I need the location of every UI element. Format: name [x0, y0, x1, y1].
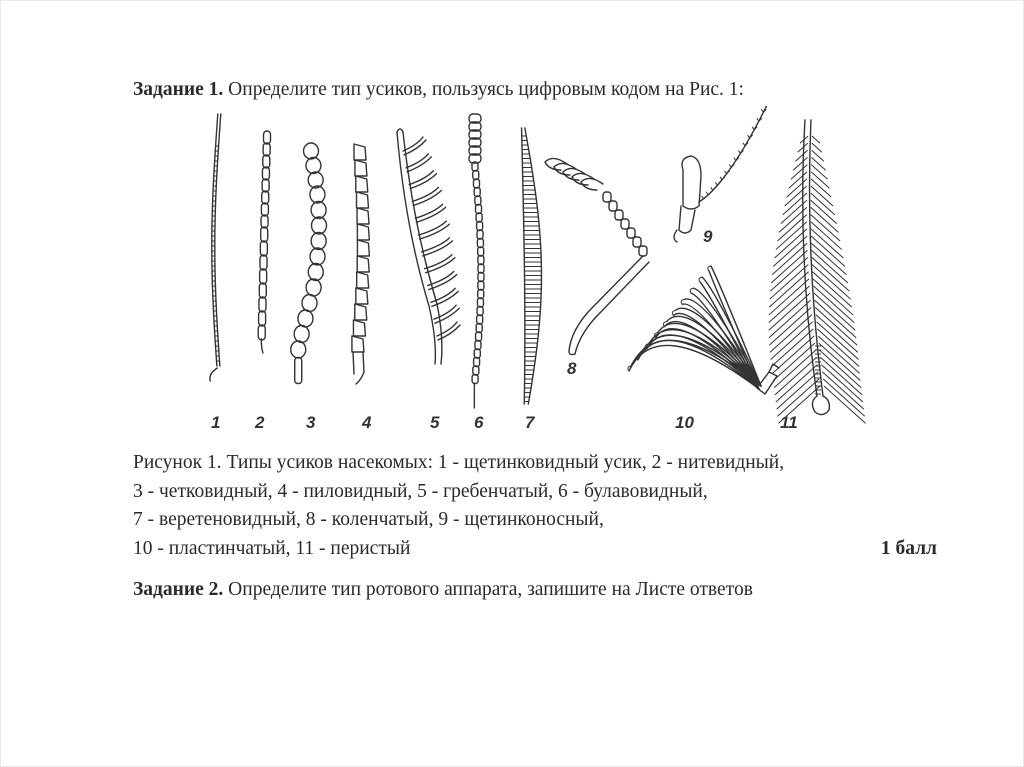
task-1-heading [133, 79, 744, 101]
figure-number-labels [211, 227, 798, 432]
antenna-6-clavate [469, 114, 484, 408]
antenna-3-moniliform [291, 143, 327, 384]
antenna-types-figure [191, 106, 881, 436]
task-1-text: Определите тип усиков, пользуясь цифровым кодом на Рис. 1: [223, 79, 744, 100]
figure-number-8: 8 [567, 359, 577, 378]
antenna-8-geniculate [545, 158, 649, 354]
task-2-label: Задание 2. [133, 579, 224, 600]
caption-line-1: Рисунок 1. Типы усиков насекомых: 1 - щетинковидный усик, 2 - нитевидный, [133, 452, 785, 473]
figure-number-6: 6 [474, 413, 484, 432]
antenna-7-fusiform [522, 128, 542, 404]
antenna-9-aristate [674, 106, 782, 242]
figure-number-5: 5 [430, 413, 440, 432]
figure-number-1: 1 [211, 413, 221, 432]
antenna-drawings [210, 106, 866, 423]
task-1-label: Задание 1. [133, 79, 224, 100]
caption-line-3: 7 - веретеновидный, 8 - коленчатый, 9 - щетинконосный, [133, 509, 604, 530]
caption-line-4-text: 10 - пластинчатый, 11 - перистый [133, 537, 411, 559]
antenna-11-plumose [769, 120, 866, 423]
task-2-heading [133, 579, 753, 601]
antenna-5-pectinate [397, 129, 460, 364]
caption-line-4 [133, 535, 943, 564]
antenna-4-serrate [352, 144, 369, 384]
task-2-text: Определите тип ротового аппарата, запишите на Листе ответов [223, 579, 753, 600]
figure-number-11: 11 [780, 413, 798, 432]
figure-number-4: 4 [362, 413, 372, 432]
caption-line-2: 3 - четковидный, 4 - пиловидный, 5 - гребенчатый, 6 - булавовидный, [133, 480, 708, 502]
antenna-10-lamellate [628, 266, 779, 394]
figure-number-10: 10 [675, 413, 694, 432]
figure-number-9: 9 [703, 227, 713, 246]
figure-number-2: 2 [255, 413, 265, 432]
figure-number-7: 7 [525, 413, 535, 432]
antenna-1-setaceous [210, 114, 221, 381]
antenna-2-filiform [258, 131, 270, 353]
points-label: 1 балл [880, 537, 937, 559]
figure-number-3: 3 [306, 413, 316, 432]
figure-caption [133, 449, 943, 563]
